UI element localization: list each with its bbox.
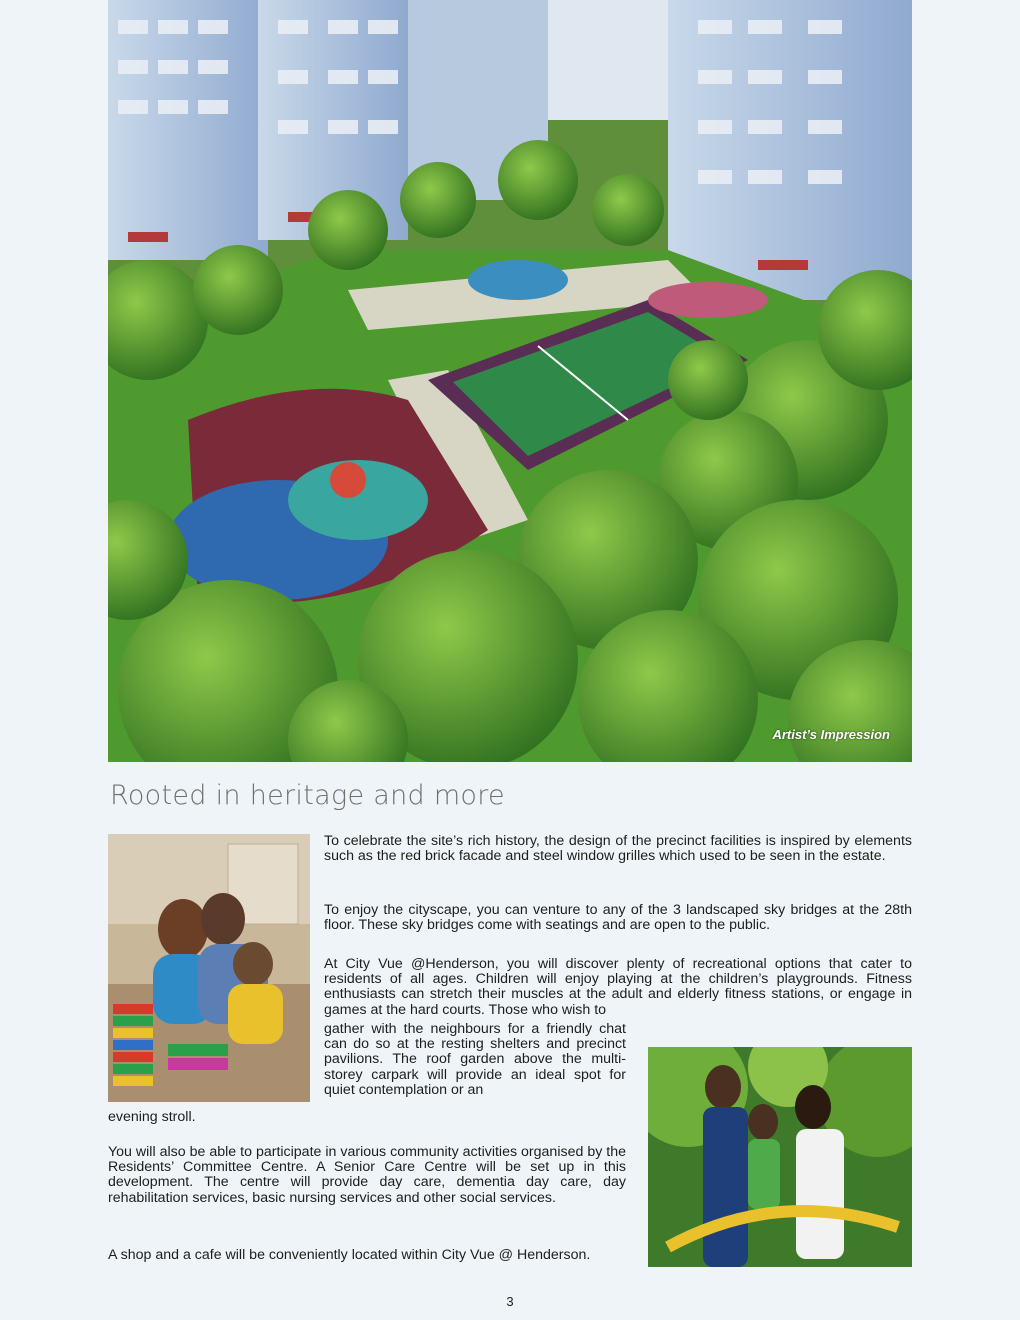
sky-bridge-paragraph (324, 903, 912, 933)
community-paragraph (108, 1145, 626, 1206)
intro-paragraph (324, 834, 912, 864)
paragraph-community: You will also be able to participate in various community activities organised by the Residents’ Committee Centre. A Senior Care Centre will be set up in this development. The centre will provide day care, dementia day care, day rehabilitation services, basic nursing services and other social services. (108, 1144, 626, 1206)
paragraph-shop-cafe: A shop and a cafe will be conveniently located within City Vue @ Henderson. (108, 1247, 591, 1263)
fitness-photo (648, 1047, 912, 1267)
paragraph-heritage: To celebrate the site’s rich history, the design of the precinct facilities is inspired by elements such as the red brick facade and steel window grilles which used to be seen in the estate. (324, 833, 912, 865)
hero-image (108, 0, 912, 762)
paragraph-recreation-b: gather with the neighbours for a friendly chat can do so at the resting shelters and precinct pavilions. The roof garden above the multi-storey carpark will provide an ideal spot for quiet contemplation or an (324, 1021, 626, 1098)
recreation-paragraph-end (108, 1110, 408, 1125)
family-illustration (108, 834, 310, 1102)
paragraph-recreation-a: At City Vue @Henderson, you will discover plenty of recreational options that cater to residents of all ages. Children will enjoy playing at the children’s playgrounds. Fitness enthusiasts can stretch their muscles at the adult and elderly fitness stations, or engage in games at the hard courts. Those who wish to (324, 956, 912, 1018)
paragraph-sky-bridges: To enjoy the cityscape, you can venture to any of the 3 landscaped sky bridges at the 28th floor. These sky bridges come with seatings and are open to the public. (324, 902, 912, 934)
section-heading: Rooted in heritage and more (110, 780, 505, 811)
estate-illustration (108, 0, 912, 762)
shop-paragraph (108, 1248, 626, 1263)
hero-caption: Artist’s Impression (772, 727, 890, 742)
recreation-paragraph-cont (324, 1022, 626, 1098)
page-number: 3 (506, 1294, 514, 1309)
family-photo (108, 834, 310, 1102)
recreation-paragraph (324, 957, 912, 1018)
paragraph-recreation-c: evening stroll. (108, 1109, 196, 1125)
fitness-illustration (648, 1047, 912, 1267)
